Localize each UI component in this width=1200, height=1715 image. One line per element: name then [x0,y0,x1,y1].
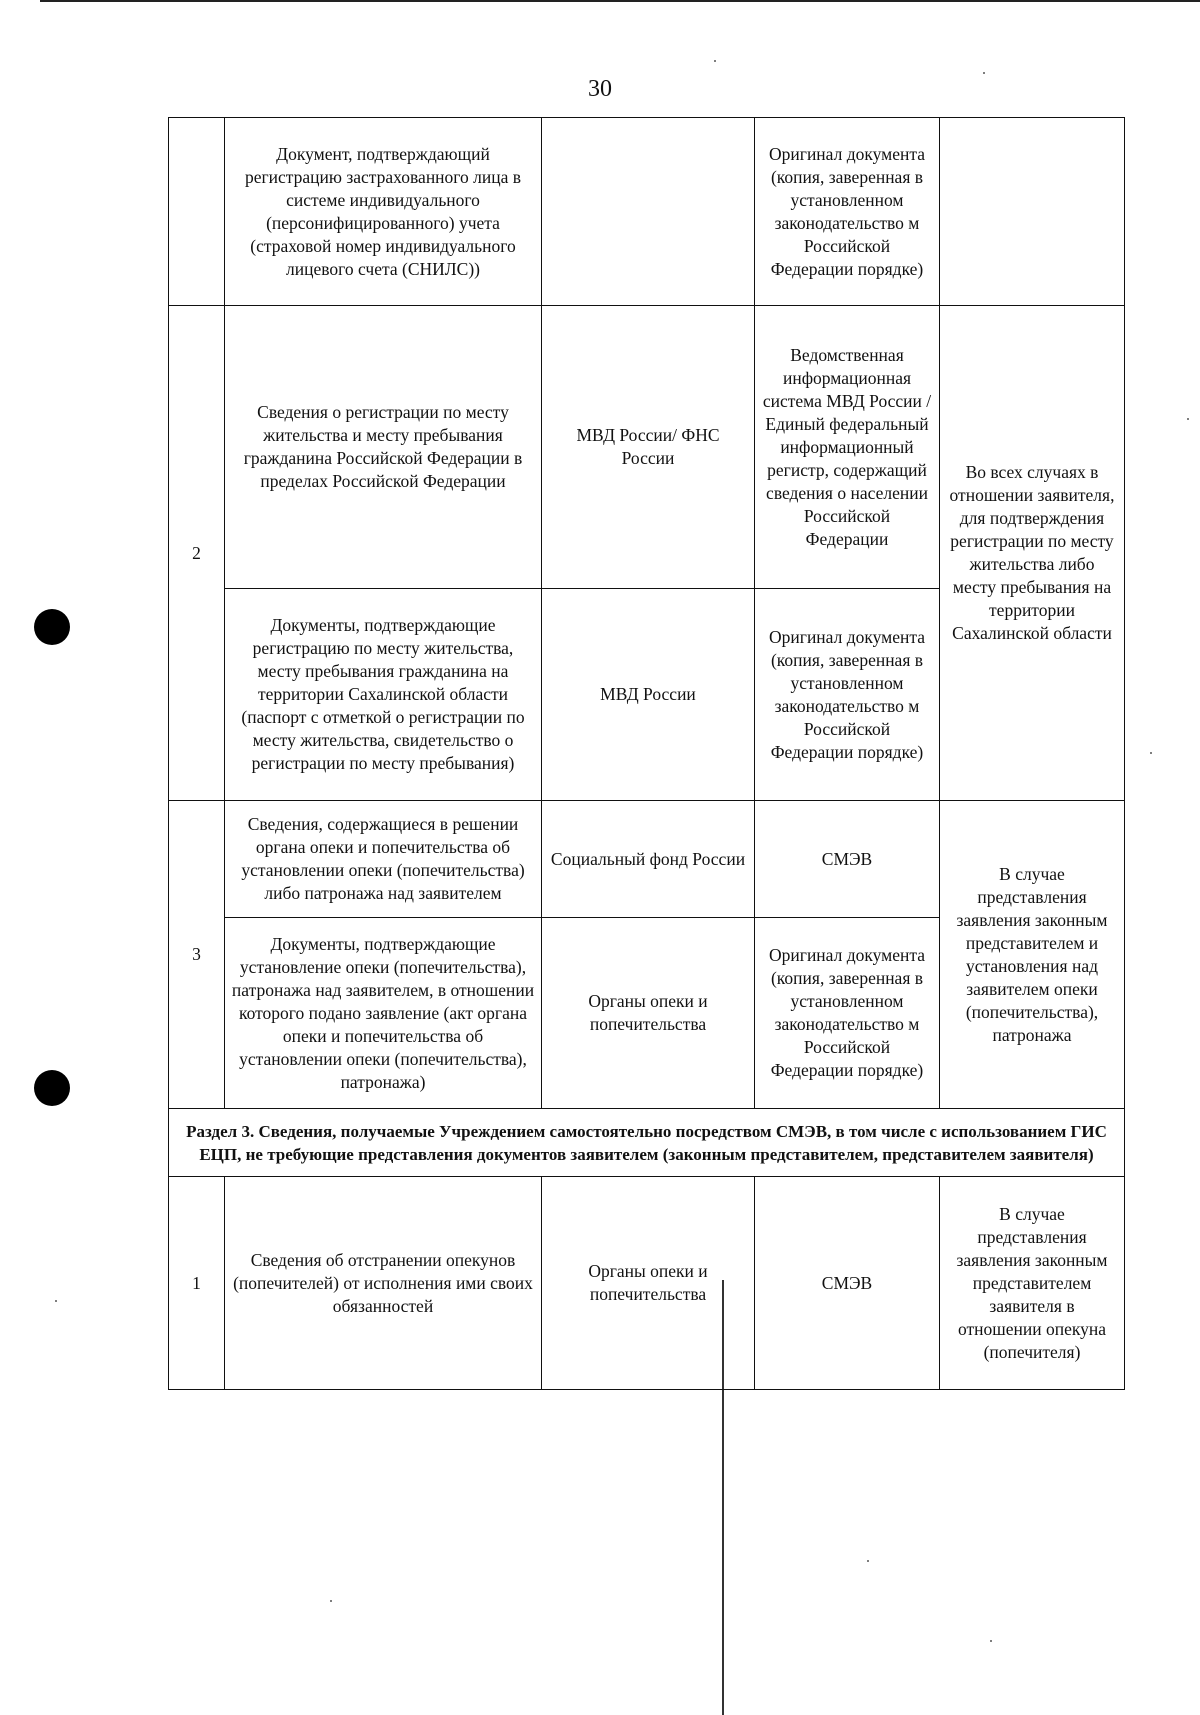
info-method-cell: Оригинал документа (копия, заверенная в установленном законодательство м Российской Федерации порядке) [755,918,940,1109]
info-name-cell: Документы, подтверждающие регистрацию по месту жительства, месту пребывания гражданина на территории Сахалинской области (паспорт с отметкой о регистрации по месту жительства, свидетельство о регистрации по месту пребывания) [225,589,542,801]
info-method-cell: Ведомственная информационная система МВД России /Единый федеральный информационный регистр, содержащий сведения о населении Российской Федерации [755,306,940,589]
section-heading-row [169,1109,1125,1177]
table-row [169,118,1125,306]
scan-speck [983,72,985,74]
punch-hole [34,609,70,645]
table-row [169,801,1125,918]
scan-speck [330,1600,332,1602]
info-name-cell: Документ, подтверждающий регистрацию застрахованного лица в системе индивидуального (персонифицированного) учета (страховой номер индивидуального лицевого счета (СНИЛС)) [225,118,542,306]
info-when-cell: Во всех случаях в отношении заявителя, для подтверждения регистрации по месту жительства либо месту пребывания на территории Сахалинской области [940,306,1125,801]
section-3-heading: Раздел 3. Сведения, получаемые Учреждением самостоятельно посредством СМЭВ, в том числе с использованием ГИС ЕЦП, не требующие представления документов заявителем (законным представителем, представителем заявителя) [169,1109,1125,1177]
info-method-cell: Оригинал документа (копия, заверенная в установленном законодательство м Российской Федерации порядке) [755,118,940,306]
scan-speck [55,1300,57,1302]
info-source-cell: МВД России/ ФНС России [542,306,755,589]
table-row [169,306,1125,589]
scan-speck [867,1560,869,1562]
scan-speck [1187,418,1189,420]
row-number: 3 [169,801,225,1109]
page-number: 30 [588,76,612,102]
table-row [169,1177,1125,1390]
info-source-cell: Социальный фонд России [542,801,755,918]
info-when-cell: В случае представления заявления законным представителем заявителя в отношении опекуна (попечителя) [940,1177,1125,1390]
info-method-cell: Оригинал документа (копия, заверенная в установленном законодательство м Российской Федерации порядке) [755,589,940,801]
info-method-cell: СМЭВ [755,801,940,918]
info-when-cell: В случае представления заявления законным представителем и установления над заявителем опеки (попечительства), патронажа [940,801,1125,1109]
documents-table [168,117,1125,1390]
info-name-cell: Документы, подтверждающие установление опеки (попечительства), патронажа над заявителем, в отношении которого подано заявление (акт органа опеки и попечительства об установлении опеки (попечительства), патронажа) [225,918,542,1109]
info-when-cell [940,118,1125,306]
scan-edge [40,0,1200,2]
row-number: 2 [169,306,225,801]
scan-speck [990,1640,992,1642]
row-number: 1 [169,1177,225,1390]
info-name-cell: Сведения об отстранении опекунов (попечителей) от исполнения ими своих обязанностей [225,1177,542,1390]
scan-speck [714,60,716,62]
info-name-cell: Сведения о регистрации по месту жительства и месту пребывания гражданина Российской Федерации в пределах Российской Федерации [225,306,542,589]
info-source-cell: Органы опеки и попечительства [542,1177,755,1390]
info-source-cell: Органы опеки и попечительства [542,918,755,1109]
row-number [169,118,225,306]
info-source-cell [542,118,755,306]
punch-hole [34,1070,70,1106]
scan-speck [1150,752,1152,754]
info-name-cell: Сведения, содержащиеся в решении органа опеки и попечительства об установлении опеки (попечительства) либо патронажа над заявителем [225,801,542,918]
info-source-cell: МВД России [542,589,755,801]
info-method-cell: СМЭВ [755,1177,940,1390]
